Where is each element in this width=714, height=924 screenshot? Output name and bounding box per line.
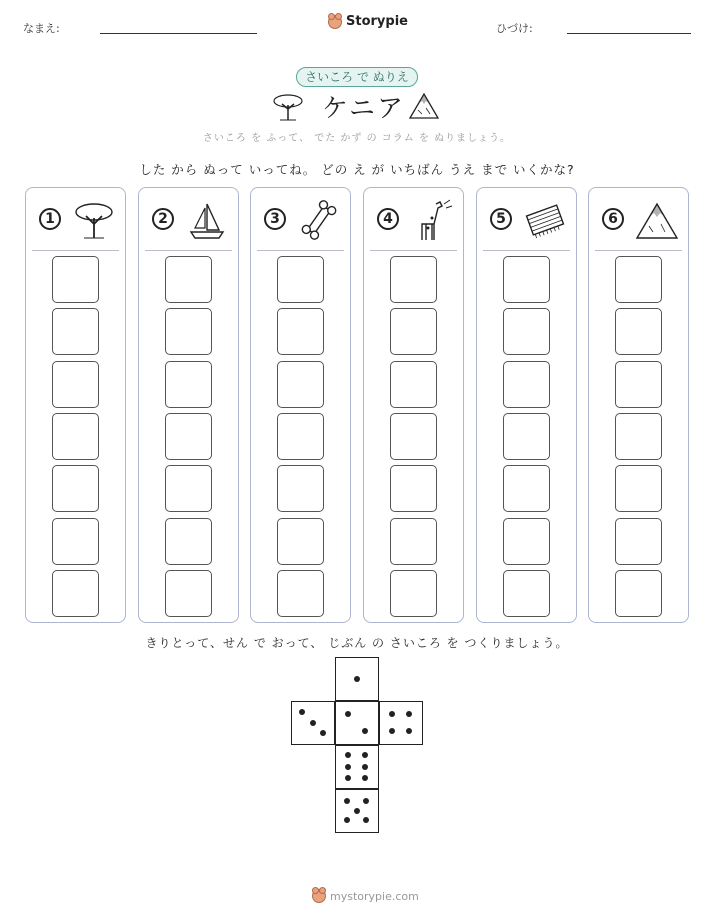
dice-pip [406, 728, 412, 734]
dice-pip [345, 711, 351, 717]
dice-face-2 [335, 701, 379, 745]
column-header [595, 194, 682, 251]
column-number: 2 [152, 208, 174, 230]
color-cell[interactable] [165, 308, 212, 355]
color-cell[interactable] [503, 413, 550, 460]
color-cell[interactable] [503, 465, 550, 512]
dice-pip [299, 709, 305, 715]
dice-column-1 [25, 187, 126, 623]
color-cell[interactable] [390, 413, 437, 460]
dice-pip [354, 808, 360, 814]
dice-column-6 [588, 187, 689, 623]
color-cell[interactable] [390, 256, 437, 303]
column-header [145, 194, 232, 251]
logo-text: Storypie [346, 14, 408, 29]
bone-icon [297, 198, 341, 242]
worksheet-badge: さいころ で ぬりえ [296, 67, 418, 87]
column-header [32, 194, 119, 251]
color-cell[interactable] [165, 256, 212, 303]
column-number: 4 [377, 208, 399, 230]
color-cell[interactable] [52, 308, 99, 355]
bear-icon [328, 15, 342, 29]
dice-pip [389, 711, 395, 717]
bear-icon [312, 889, 326, 903]
dice-pip [362, 728, 368, 734]
color-cell[interactable] [277, 413, 324, 460]
color-cell[interactable] [277, 518, 324, 565]
column-number: 6 [602, 208, 624, 230]
color-cell[interactable] [165, 465, 212, 512]
dice-pip [363, 798, 369, 804]
color-cell[interactable] [503, 361, 550, 408]
color-cell[interactable] [52, 465, 99, 512]
mountain-icon [635, 198, 679, 242]
dice-pip [363, 817, 369, 823]
color-cell[interactable] [52, 518, 99, 565]
dice-column-3 [250, 187, 351, 623]
color-cell[interactable] [615, 361, 662, 408]
blanket-icon [523, 198, 567, 242]
dice-pip [354, 676, 360, 682]
column-header [257, 194, 344, 251]
color-cell[interactable] [615, 413, 662, 460]
dice-face-3 [291, 701, 335, 745]
footer [312, 889, 419, 903]
color-cell[interactable] [615, 570, 662, 617]
color-cell[interactable] [165, 361, 212, 408]
dice-pip [345, 764, 351, 770]
dice-pip [406, 711, 412, 717]
color-cell[interactable] [165, 518, 212, 565]
color-cell[interactable] [390, 570, 437, 617]
cut-instruction: きりとって、せん で おって、 じぶん の さいころ を つくりましょう。 [145, 636, 569, 650]
color-cell[interactable] [615, 308, 662, 355]
storypie-logo [328, 14, 408, 29]
color-cell[interactable] [277, 465, 324, 512]
column-number: 5 [490, 208, 512, 230]
color-cell[interactable] [52, 413, 99, 460]
dice-face-6 [335, 745, 379, 789]
footer-url: mystorypie.com [330, 889, 419, 903]
date-label: ひづけ: [496, 22, 533, 35]
dice-face-4 [379, 701, 423, 745]
mountain-icon [408, 90, 440, 120]
dice-pip [344, 798, 350, 804]
dice-column-4 [363, 187, 464, 623]
color-cell[interactable] [390, 308, 437, 355]
color-cell[interactable] [52, 361, 99, 408]
color-cell[interactable] [503, 256, 550, 303]
color-cell[interactable] [390, 465, 437, 512]
color-cell[interactable] [615, 256, 662, 303]
dice-face-5 [335, 789, 379, 833]
color-cell[interactable] [277, 308, 324, 355]
color-cell[interactable] [390, 361, 437, 408]
name-line [100, 33, 257, 34]
color-cell[interactable] [52, 256, 99, 303]
dice-pip [320, 730, 326, 736]
dice-pip [345, 752, 351, 758]
dice-pip [310, 720, 316, 726]
dice-pip [344, 817, 350, 823]
color-cell[interactable] [390, 518, 437, 565]
sailboat-icon [185, 198, 229, 242]
color-cell[interactable] [615, 465, 662, 512]
page-title: ケニア [322, 94, 405, 124]
color-cell[interactable] [165, 570, 212, 617]
acacia-tree-icon [272, 92, 304, 122]
date-line [567, 33, 691, 34]
acacia-tree-icon [72, 198, 116, 242]
dice-pip [389, 728, 395, 734]
dice-pip [362, 764, 368, 770]
column-number: 3 [264, 208, 286, 230]
color-cell[interactable] [277, 361, 324, 408]
column-number: 1 [39, 208, 61, 230]
instruction-text: した から ぬって いってね。 どの え が いちばん うえ まで いくかな? [139, 162, 575, 177]
dice-column-2 [138, 187, 239, 623]
column-header [483, 194, 570, 251]
color-cell[interactable] [503, 308, 550, 355]
color-cell[interactable] [615, 518, 662, 565]
color-cell[interactable] [277, 570, 324, 617]
dice-pip [345, 775, 351, 781]
color-cell[interactable] [165, 413, 212, 460]
color-cell[interactable] [277, 256, 324, 303]
color-cell[interactable] [503, 518, 550, 565]
giraffe-icon [410, 198, 454, 242]
name-label: なまえ: [23, 22, 60, 35]
color-cell[interactable] [503, 570, 550, 617]
dice-pip [362, 775, 368, 781]
dice-pip [362, 752, 368, 758]
dice-column-5 [476, 187, 577, 623]
dice-face-1 [335, 657, 379, 701]
color-cell[interactable] [52, 570, 99, 617]
column-header [370, 194, 457, 251]
subtitle: さいころ を ふって、 でた かず の コラム を ぬりましょう。 [202, 133, 512, 144]
